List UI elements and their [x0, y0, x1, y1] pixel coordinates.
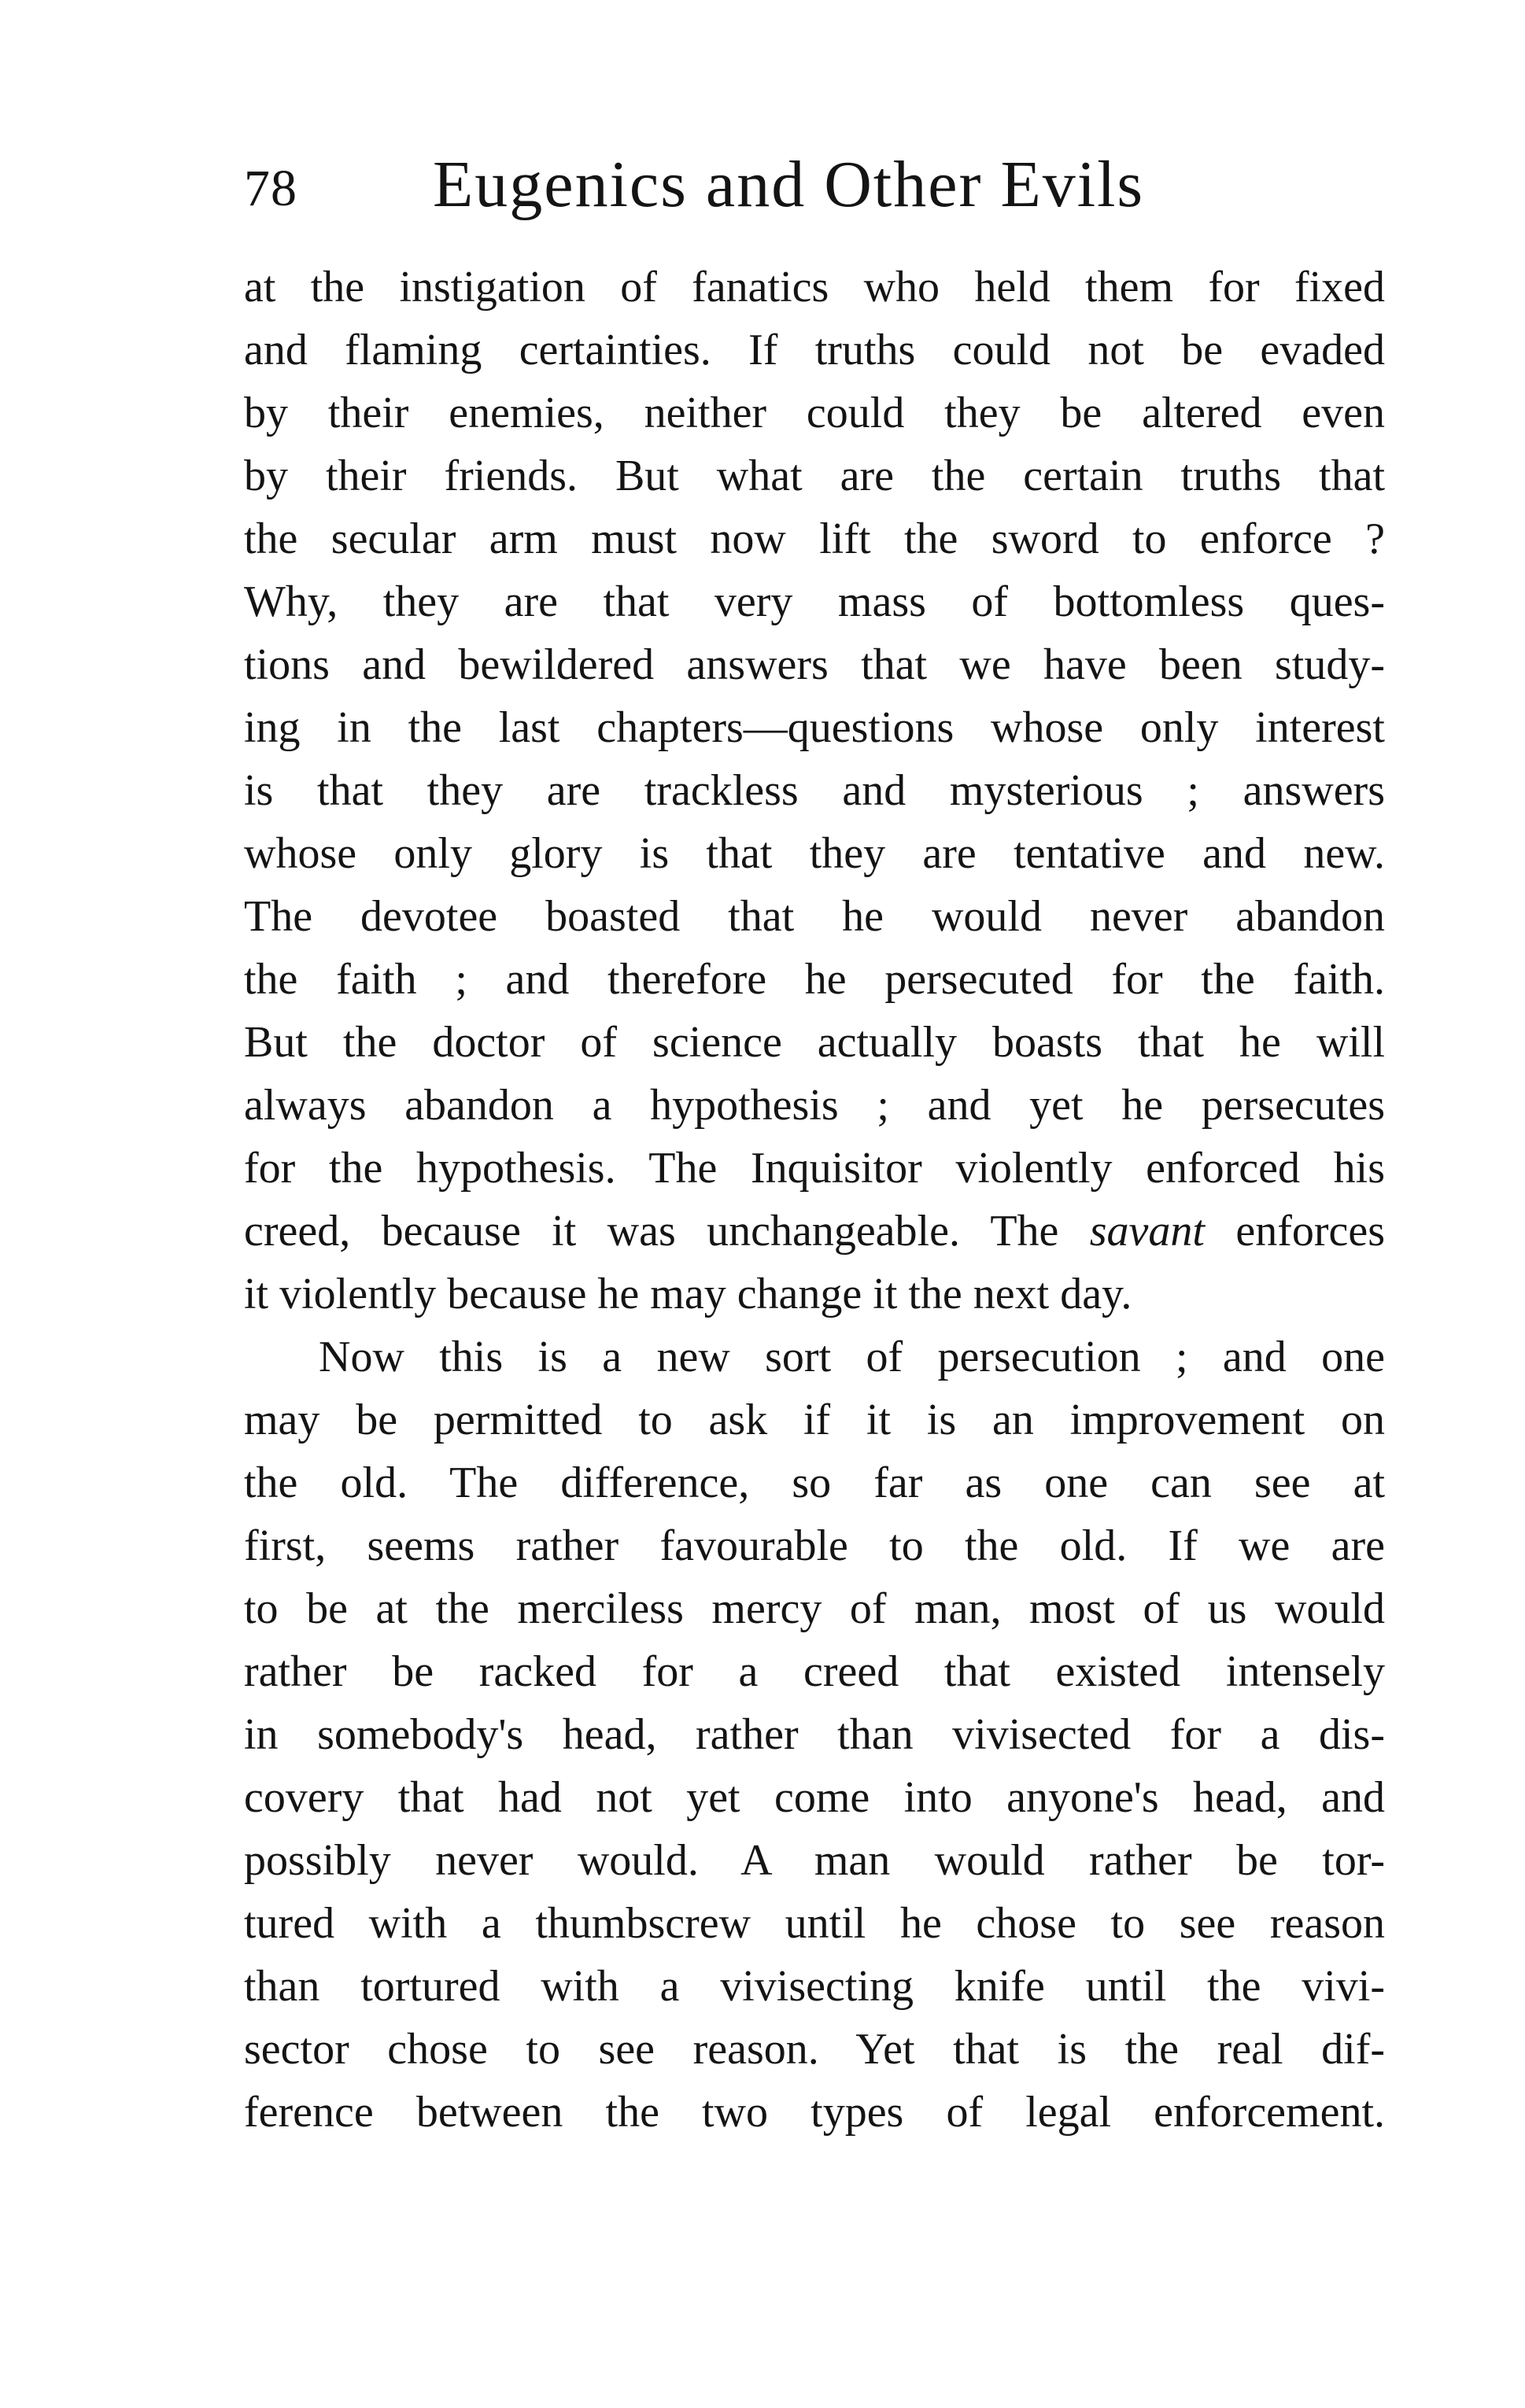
text-line: always abandon a hypothesis ; and yet he persecutes [244, 1081, 1385, 1130]
running-title: Eugenics and Other Evils [433, 148, 1145, 221]
text-line: tions and bewildered answers that we have been study- [244, 640, 1385, 689]
text-line: covery that had not yet come into anyone's head, and [244, 1773, 1385, 1822]
text-line: Why, they are that very mass of bottomless ques- [244, 577, 1385, 626]
text-line: rather be racked for a creed that existed intensely [244, 1647, 1385, 1696]
text-line: to be at the merciless mercy of man, most of us would [244, 1584, 1385, 1633]
body-text [244, 256, 1385, 2144]
text-line: Now this is a new sort of persecution ; and one [319, 1333, 1385, 1381]
text-line: whose only glory is that they are tentative and new. [244, 829, 1385, 878]
text-line: first, seems rather favourable to the old. If we are [244, 1521, 1385, 1570]
text-line [244, 1200, 1385, 1263]
text-line: ing in the last chapters—questions whose only interest [244, 703, 1385, 752]
text-line: by their friends. But what are the certain truths that [244, 452, 1385, 500]
text-line: in somebody's head, rather than vivisected for a dis- [244, 1710, 1385, 1759]
text-segment: creed, because it was unchangeable. The [244, 1207, 1090, 1256]
text-line: sector chose to see reason. Yet that is the real dif- [244, 2025, 1385, 2074]
text-line: the old. The difference, so far as one can see at [244, 1458, 1385, 1507]
text-line: by their enemies, neither could they be altered even [244, 389, 1385, 437]
text-line: at the instigation of fanatics who held them for fixed [244, 263, 1385, 312]
text-line: than tortured with a vivisecting knife until the vivi- [244, 1962, 1385, 2011]
text-line: tured with a thumbscrew until he chose to see reason [244, 1899, 1385, 1948]
text-line: may be permitted to ask if it is an improvement on [244, 1396, 1385, 1444]
text-line: is that they are trackless and mysterious ; answers [244, 766, 1385, 815]
italic-word: savant [1089, 1207, 1205, 1256]
page-header [244, 142, 1424, 236]
text-line: the faith ; and therefore he persecuted for the faith. [244, 955, 1385, 1004]
paragraph-2 [244, 1326, 1385, 2144]
paragraph-1 [244, 256, 1385, 1326]
text-line: But the doctor of science actually boasts that he will [244, 1018, 1385, 1067]
text-line: and flaming certainties. If truths could not be evaded [244, 326, 1385, 374]
text-line: for the hypothesis. The Inquisitor violently enforced his [244, 1144, 1385, 1193]
text-segment: enforces [1204, 1207, 1385, 1256]
text-line: it violently because he may change it the next day. [244, 1270, 1132, 1318]
text-line: possibly never would. A man would rather be tor- [244, 1836, 1385, 1885]
text-line: The devotee boasted that he would never abandon [244, 892, 1385, 941]
page-number: 78 [244, 160, 297, 217]
text-line: ference between the two types of legal enforcement. [244, 2088, 1385, 2137]
text-line: the secular arm must now lift the sword to enforce ? [244, 514, 1385, 563]
